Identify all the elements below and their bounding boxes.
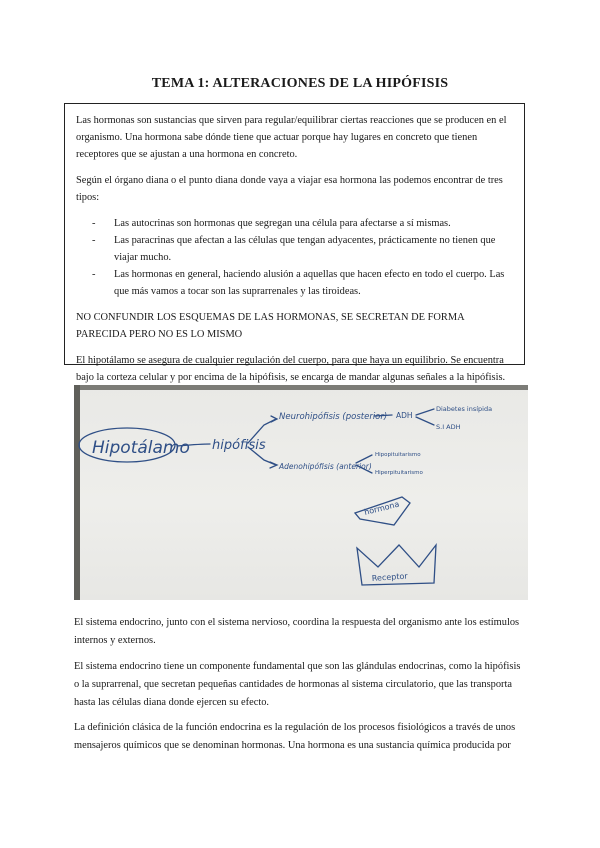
hypothalamus-paragraph: El hipotálamo se asegura de cualquier regulación del cuerpo, para que haya un equilibrio. Se encuentra bajo la corteza celular y por encima de la hipófisis, se encarga de mandar algunas señales a la hipófisis.	[76, 355, 506, 383]
page-title: TEMA 1: ALTERACIONES DE LA HIPÓFISIS	[151, 76, 449, 91]
list-item: - Las hormonas en general, haciendo alusión a aquellas que hacen efecto en todo el cuerpo. Las que más vamos a tocar son las suprarrenales y las tiroideas.	[76, 266, 512, 300]
label-hormona: hormona	[363, 499, 401, 517]
intro-paragraph: Las hormonas son sustancias que sirven para regular/equilibrar ciertas reacciones que se producen en el organismo. Una hormona sabe dónde tiene que actuar porque hay lugares en concreto que tienen receptores que se ajustan a una hormona en concreto.	[76, 115, 507, 160]
label-neurohipofisis: Neurohipófisis (posterior)	[279, 412, 388, 422]
whiteboard-sketch	[74, 385, 528, 600]
body-paragraph	[74, 658, 524, 712]
paragraph-text: El sistema endocrino, junto con el sistema nervioso, coordina la respuesta del organismo ante los estímulos internos y externos.	[74, 617, 520, 646]
label-sjadh: S.I ADH	[436, 423, 461, 431]
whiteboard-photo	[74, 385, 528, 600]
arrowhead	[271, 416, 277, 422]
warning-note: NO CONFUNDIR LOS ESQUEMAS DE LAS HORMONAS, SE SECRETAN DE FORMA PARECIDA PERO NO ES LO MISMO	[76, 312, 464, 340]
arrow	[416, 417, 434, 425]
label-adenohipofisis: Adenohipófisis (anterior)	[279, 462, 372, 471]
paragraph-text: El sistema endocrino tiene un componente fundamental que son las glándulas endocrinas, como la hipófisis o la suprarrenal, que secretan pequeñas cantidades de hormonas al sistema circulatorio, que las transporta hasta las células diana donde ejercen su efecto.	[74, 661, 521, 708]
body-paragraph	[74, 719, 524, 755]
body-paragraph	[74, 614, 524, 650]
types-paragraph: Según el órgano diana o el punto diana donde vaya a viajar esa hormona las podemos encontrar de tres tipos:	[76, 175, 503, 203]
label-hipotalamo: Hipotálamo	[92, 438, 190, 458]
arrow	[416, 409, 434, 415]
paragraph-text: La definición clásica de la función endocrina es la regulación de los procesos fisiológicos a través de unos mensajeros químicos que se denominan hormonas. Una hormona es una sustancia química producida por	[74, 722, 516, 751]
label-receptor: Receptor	[371, 571, 408, 583]
intro-box	[64, 103, 525, 383]
hormone-types-list	[76, 215, 512, 300]
label-diabetes: Diabetes insípida	[436, 405, 493, 413]
list-item: - Las autocrinas son hormonas que segregan una célula para afectarse a sí mismas.	[76, 215, 512, 232]
arrowhead	[270, 462, 277, 468]
label-adh: ADH	[396, 411, 413, 420]
list-item: - Las paracrinas que afectan a las células que tengan adyacentes, prácticamente no tienen que viajar mucho.	[76, 232, 512, 266]
label-hipofisis: hipófisis	[212, 438, 266, 453]
label-hiperpituitarismo: Hiperpituitarismo	[375, 470, 423, 476]
label-hipopituitarismo: Hipopituitarismo	[375, 452, 421, 458]
